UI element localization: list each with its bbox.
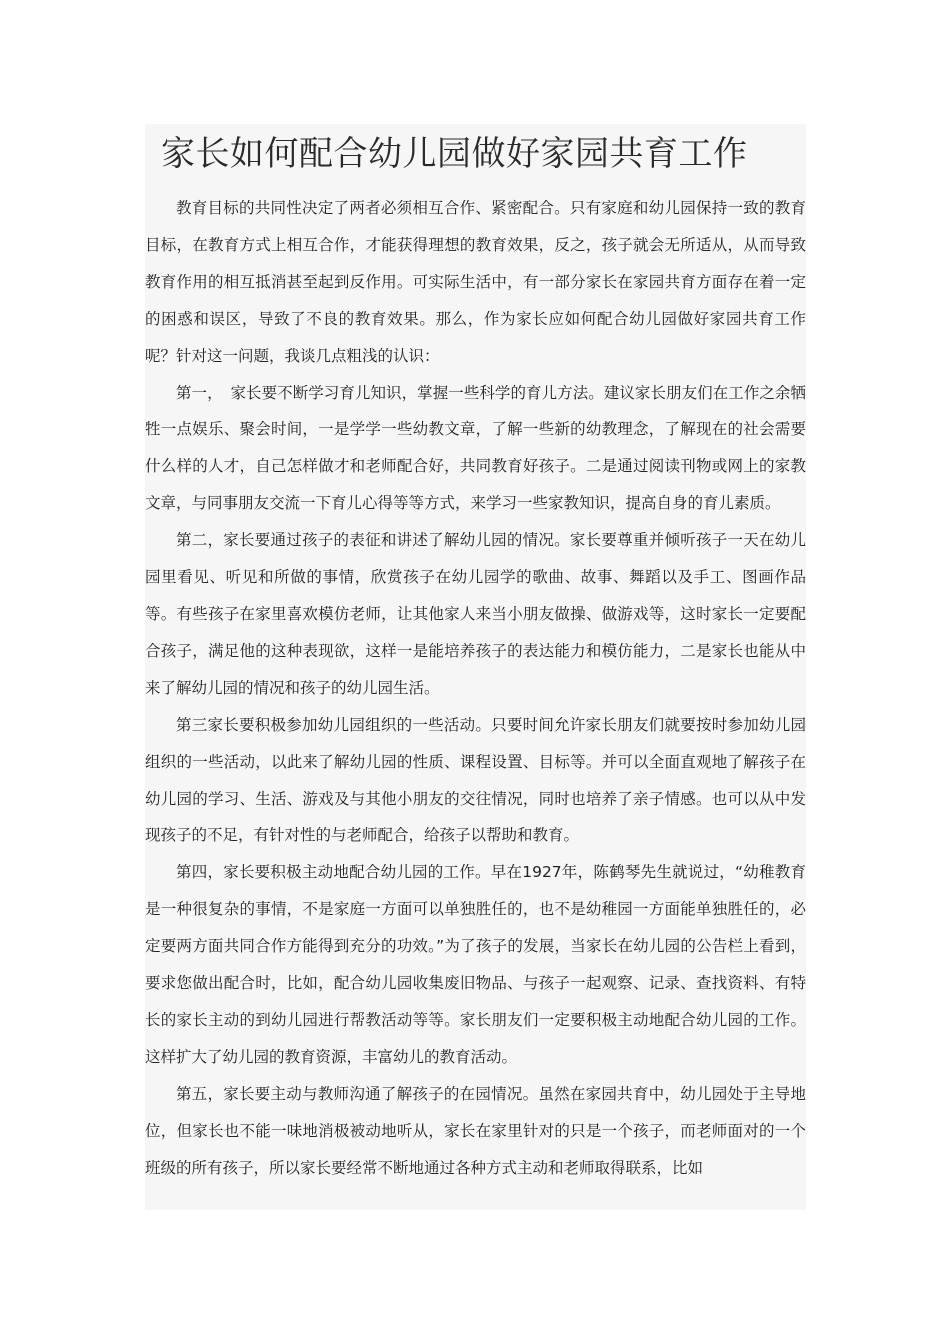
paragraph-fourth-point: 第四，家长要积极主动地配合幼儿园的工作。早在1927年，陈鹤琴先生就说过，“幼稚教育是一种很复杂的事情，不是家庭一方面可以单独胜任的，也不是幼稚园一方面能单独胜任的，必定要两方面共同合作方能得到充分的功效。”为了孩子的发展，当家长在幼儿园的公告栏上看到，要求您做出配合时，比如，配合幼儿园收集废旧物品、与孩子一起观察、记录、查找资料、有特长的家长主动的到幼儿园进行帮教活动等等。家长朋友们一定要积极主动地配合幼儿园的工作。这样扩大了幼儿园的教育资源，丰富幼儿的教育活动。 [145, 863, 806, 1066]
document-title: 家长如何配合幼儿园做好家园共育工作 [161, 134, 748, 174]
paragraph-intro: 教育目标的共同性决定了两者必须相互合作、紧密配合。只有家庭和幼儿园保持一致的教育目标，在教育方式上相互合作，才能获得理想的教育效果，反之，孩子就会无所适从，从而导致教育作用的相互抵消甚至起到反作用。可实际生活中，有一部分家长在家园共育方面存在着一定的困惑和误区，导致了不良的教育效果。那么，作为家长应如何配合幼儿园做好家园共育工作呢？针对这一问题，我谈几点粗浅的认识： [145, 199, 806, 365]
document-page [145, 124, 806, 1210]
document-body [145, 182, 806, 1186]
paragraph-third-point: 第三家长要积极参加幼儿园组织的一些活动。只要时间允许家长朋友们就要按时参加幼儿园组织的一些活动，以此来了解幼儿园的性质、课程设置、目标等。并可以全面直观地了解孩子在幼儿园的学习、生活、游戏及与其他小朋友的交往情况，同时也培养了亲子情感。也可以从中发现孩子的不足，有针对性的与老师配合，给孩子以帮助和教育。 [145, 715, 806, 845]
paragraph-first-point: 第一， 家长要不断学习育儿知识，掌握一些科学的育儿方法。建议家长朋友们在工作之余牺牲一点娱乐、聚会时间，一是学学一些幼教文章，了解一些新的幼教理念，了解现在的社会需要什么样的人才，自己怎样做才和老师配合好，共同教育好孩子。二是通过阅读刊物或网上的家教文章，与同事朋友交流一下育儿心得等等方式，来学习一些家教知识，提高自身的育儿素质。 [145, 383, 806, 513]
paragraph-second-point: 第二，家长要通过孩子的表征和讲述了解幼儿园的情况。家长要尊重并倾听孩子一天在幼儿园里看见、听见和所做的事情，欣赏孩子在幼儿园学的歌曲、故事、舞蹈以及手工、图画作品等。有些孩子在家里喜欢模仿老师，让其他家人来当小朋友做操、做游戏等，这时家长一定要配合孩子，满足他的这种表现欲，这样一是能培养孩子的表达能力和模仿能力，二是家长也能从中来了解幼儿园的情况和孩子的幼儿园生活。 [145, 531, 806, 697]
paragraph-fifth-point: 第五，家长要主动与教师沟通了解孩子的在园情况。虽然在家园共育中，幼儿园处于主导地位，但家长也不能一味地消极被动地听从，家长在家里针对的只是一个孩子，而老师面对的一个班级的所有孩子，所以家长要经常不断地通过各种方式主动和老师取得联系，比如 [145, 1084, 806, 1177]
